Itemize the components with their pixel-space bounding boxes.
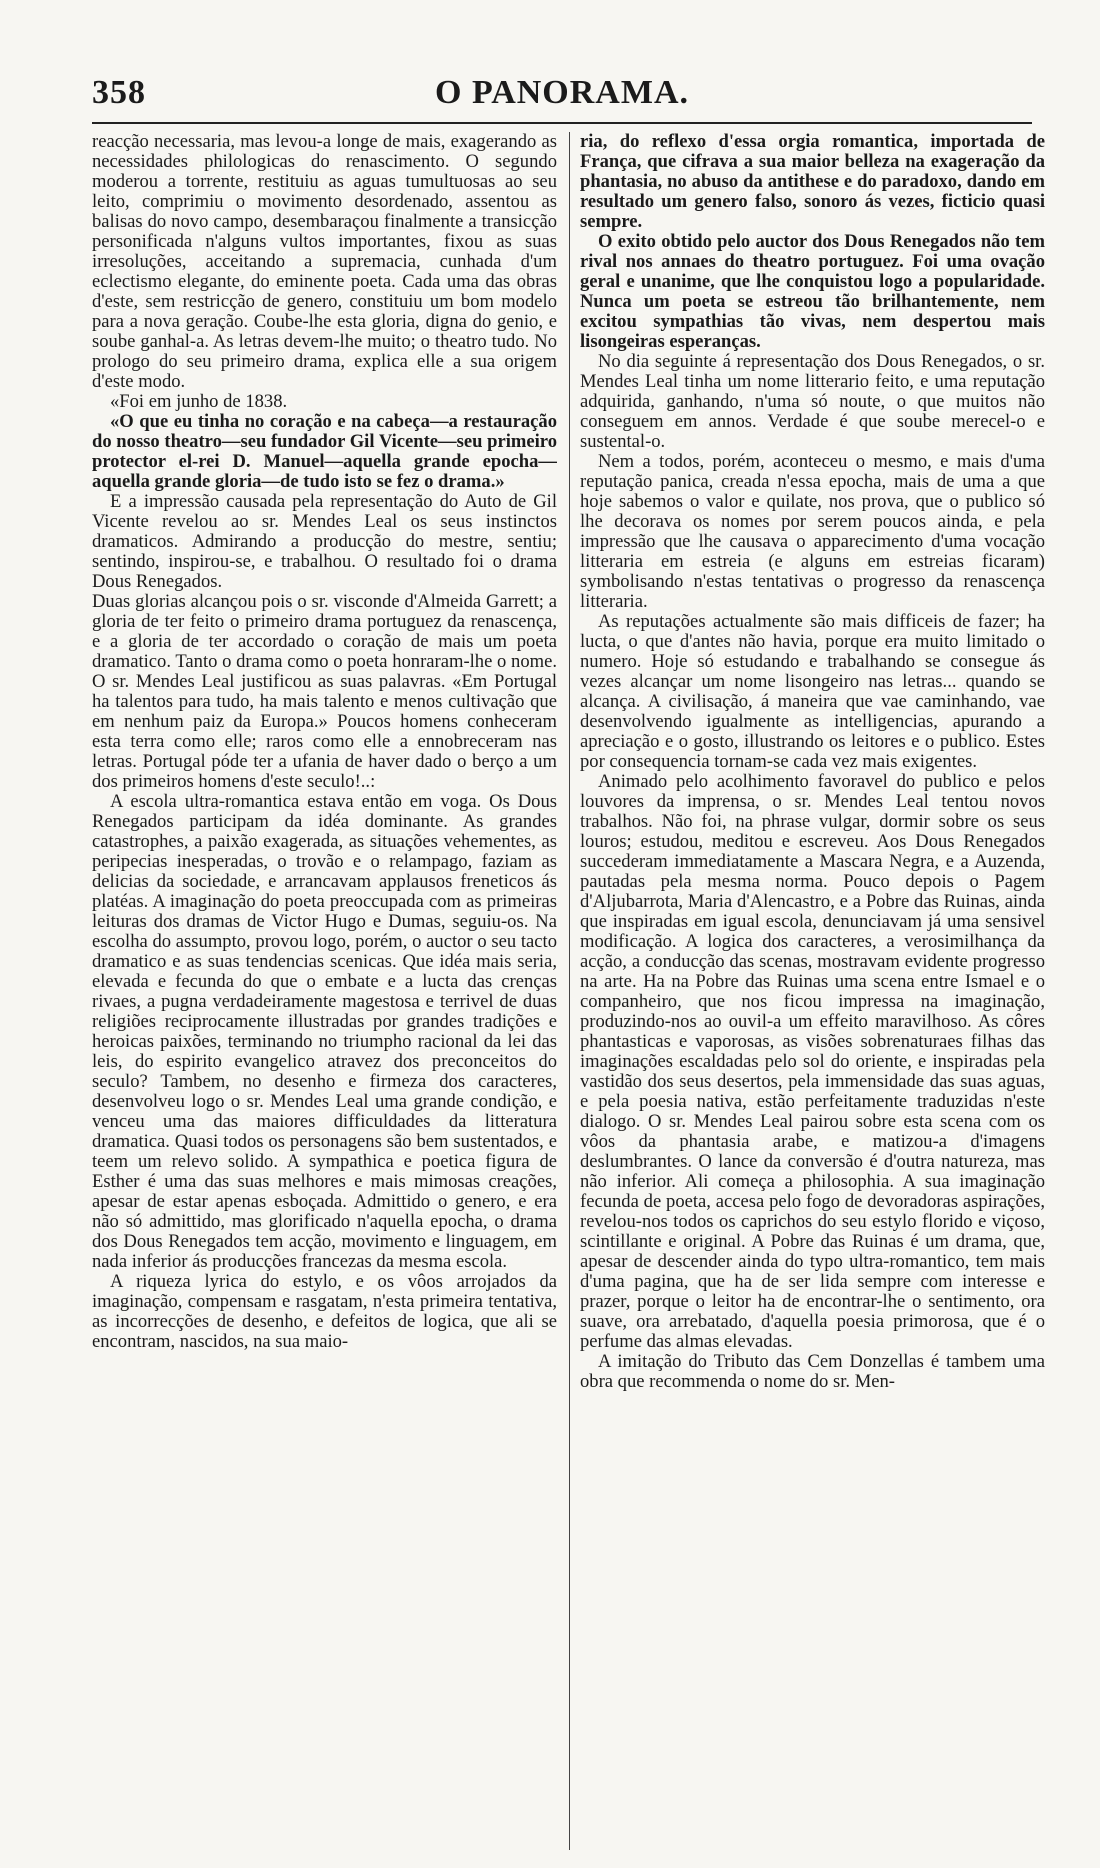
paragraph: As reputações actualmente são mais difficeis de fazer; ha lucta, o que d'antes não havia, porque era muito limitado o numero. Hoje só estudando e trabalhando se consegue ás vezes alcançar um nome lisongeiro nas letras... quando se alcança. A civilisação, á maneira que vae caminhando, vae desenvolvendo igualmente as intelligencias, apurando a apreciação e o gosto, illustrando os leitores e o publico. Estes por consequencia tornam-se cada vez mais exigentes. (580, 611, 1045, 772)
paragraph: ria, do reflexo d'essa orgia romantica, importada de França, que cifrava a sua maior belleza na exageração da phantasia, no abuso da antithese e do paradoxo, dando em resultado um genero falso, sonoro ás vezes, ficticio quasi sempre. (580, 132, 1045, 232)
column-divider (569, 132, 570, 1850)
paragraph: Animado pelo acolhimento favoravel do publico e pelos louvores da imprensa, o sr. Mendes Leal tentou novos trabalhos. Não foi, na phrase vulgar, dormir sobre os seus louros; estudou, meditou e escreveu. Aos Dous Renegados succederam immediatamente a Mascara Negra, e a Auzenda, pautadas pela mesma norma. Pouco depois o Pagem d'Aljubarrota, Maria d'Alencastro, e a Pobre das Ruinas, ainda que inspiradas em igual escola, denunciavam já uma sensivel modificação. A logica dos caracteres, a verosimilhança da acção, a conducção das scenas, mostravam evidente progresso na arte. Ha na Pobre das Ruinas uma scena entre Ismael e o companheiro, que nos ficou impressa na imaginação, produzindo-nos ao ouvil-a um effeito maravilhoso. As côres phantasticas e vaporosas, as visões sobrenaturaes filhas das imaginações escaldadas pelo sol do oriente, e inspiradas pela vastidão dos seus desertos, pela immensidade das suas aguas, e pela poesia nativa, estão perfeitamente traduzidas n'este dialogo. O sr. Mendes Leal pairou sobre esta scena com os vôos da phantasia arabe, e matizou-a d'imagens deslumbrantes. O lance da conversão é d'outra natureza, mas não inferior. Ali começa a philosophia. A sua imaginação fecunda de poeta, accesa pelo fogo de devoradoras aspirações, revelou-nos todos os caprichos do seu estylo florido e viçoso, scintillante e original. A Pobre das Ruinas é um drama, que, apesar de descender ainda do typo ultra-romantico, tem mais d'uma pagina, que ha de ser lida sempre com interesse e prazer, porque o leitor ha de encontrar-lhe o sentimento, ora suave, ora arrebatado, d'aquella poesia primorosa, que é o perfume das almas elevadas. (580, 771, 1045, 1352)
paragraph: A escola ultra-romantica estava então em voga. Os Dous Renegados participam da idéa dominante. As grandes catastrophes, a paixão exagerada, as situações vehementes, as peripecias inesperadas, o trovão e o relampago, faziam as delicias da sociedade, e arrancavam applausos freneticos ás platéas. A imaginação do poeta preoccupada com as primeiras leituras dos dramas de Victor Hugo e Dumas, seguiu-os. Na escolha do assumpto, provou logo, porém, o auctor o seu tacto dramatico e as suas tendencias scenicas. Que idéa mais seria, elevada e fecunda do que o embate e a lucta das crenças rivaes, a pugna verdadeiramente magestosa e terrivel de duas religiões reciprocamente illustradas por grandes tradições e heroicas paixões, terminando no triumpho racional da lei das leis, do espirito evangelico atravez dos preconceitos do seculo? Tambem, no desenho e firmeza dos caracteres, desenvolveu logo o sr. Mendes Leal uma grande condição, e venceu uma das maiores difficuldades da litteratura dramatica. Quasi todos os personagens são bem sustentados, e teem um relevo solido. A sympathica e poetica figura de Esther é uma das suas melhores e mais mimosas creações, apesar de estar apenas esboçada. Admittido o genero, e era não só admittido, mas glorificado n'aquella epocha, o drama dos Dous Renegados tem acção, movimento e linguagem, em nada inferior ás producções francezas da mesma escola. (92, 791, 557, 1272)
paragraph: O exito obtido pelo auctor dos Dous Renegados não tem rival nos annaes do theatro portuguez. Foi uma ovação geral e unanime, que lhe conquistou logo a popularidade. Nunca um poeta se estreou tão brilhantemente, nem excitou sympathias tão vivas, nem despertou mais lisongeiras esperanças. (580, 231, 1045, 352)
quote-paragraph: «O que eu tinha no coração e na cabeça—a restauração do nosso theatro—seu fundador Gil Vicente—seu primeiro protector el-rei D. Manuel—aquella grande epocha—aquella grande gloria—de tudo isto se fez o drama.» (92, 411, 557, 492)
right-column (580, 132, 1045, 1862)
paragraph: Duas glorias alcançou pois o sr. visconde d'Almeida Garrett; a gloria de ter feito o primeiro drama portuguez da renascença, e a gloria de ter accordado o coração de mais um poeta dramatico. Tanto o drama como o poeta honraram-lhe o nome. O sr. Mendes Leal justificou as suas palavras. «Em Portugal ha talentos para tudo, ha mais talento e menos cultivação que em nenhum paiz da Europa.» Poucos homens conheceram esta terra como elle; raros como elle a ennobreceram nas letras. Portugal póde ter a ufania de haver dado o berço a um dos primeiros homens d'este seculo!..: (92, 591, 557, 792)
paragraph: E a impressão causada pela representação do Auto de Gil Vicente revelou ao sr. Mendes Leal os seus instinctos dramaticos. Admirando a producção do mestre, sentiu; sentindo, inspirou-se, e trabalhou. O resultado foi o drama Dous Renegados. (92, 491, 557, 592)
journal-title: O PANORAMA. (435, 74, 689, 111)
left-column (92, 132, 557, 1862)
paragraph: A imitação do Tributo das Cem Donzellas é tambem uma obra que recommenda o nome do sr. Men- (580, 1351, 1045, 1392)
header-rule (92, 122, 1032, 124)
page-header (92, 68, 1032, 120)
paragraph: A riqueza lyrica do estylo, e os vôos arrojados da imaginação, compensam e rasgatam, n'esta primeira tentativa, as incorrecções de desenho, e defeitos de logica, que ali se encontram, nascidos, na sua maio- (92, 1271, 557, 1352)
paragraph: «Foi em junho de 1838. (110, 391, 288, 412)
paragraph: Nem a todos, porém, aconteceu o mesmo, e mais d'uma reputação panica, creada n'essa epocha, mais de uma a que hoje sabemos o valor e quilate, nos prova, que o publico só lhe decorava os nomes por serem poucos ainda, e pela impressão que lhe causava o apparecimento d'uma vocação litteraria em estreia (e alguns em estreias ficaram) symbolisando n'estas tentativas o progresso da renascença litteraria. (580, 451, 1045, 612)
page-number: 358 (92, 74, 146, 111)
paragraph: reacção necessaria, mas levou-a longe de mais, exagerando as necessidades philologicas do renascimento. O segundo moderou a torrente, restituiu as aguas tumultuosas ao seu leito, comprimiu o movimento desordenado, assentou as balisas do novo campo, desembaraçou finalmente a transicção personificada n'alguns vultos importantes, fixou as suas irresoluções, acceitando a supremacia, cunhada d'um eclectismo elegante, do eminente poeta. Cada uma das obras d'este, sem restricção de genero, constituiu um bom modelo para a nova geração. Coube-lhe esta gloria, digna do genio, e soube ganhal-a. As letras devem-lhe muito; o theatro tudo. No prologo do seu primeiro drama, explica elle a sua origem d'este modo. (92, 132, 557, 392)
paragraph: No dia seguinte á representação dos Dous Renegados, o sr. Mendes Leal tinha um nome litterario feito, e uma reputação adquirida, ganhando, n'uma só noute, o que muitos não conseguem em annos. Verdade é que soube merecel-o e sustental-o. (580, 351, 1045, 452)
